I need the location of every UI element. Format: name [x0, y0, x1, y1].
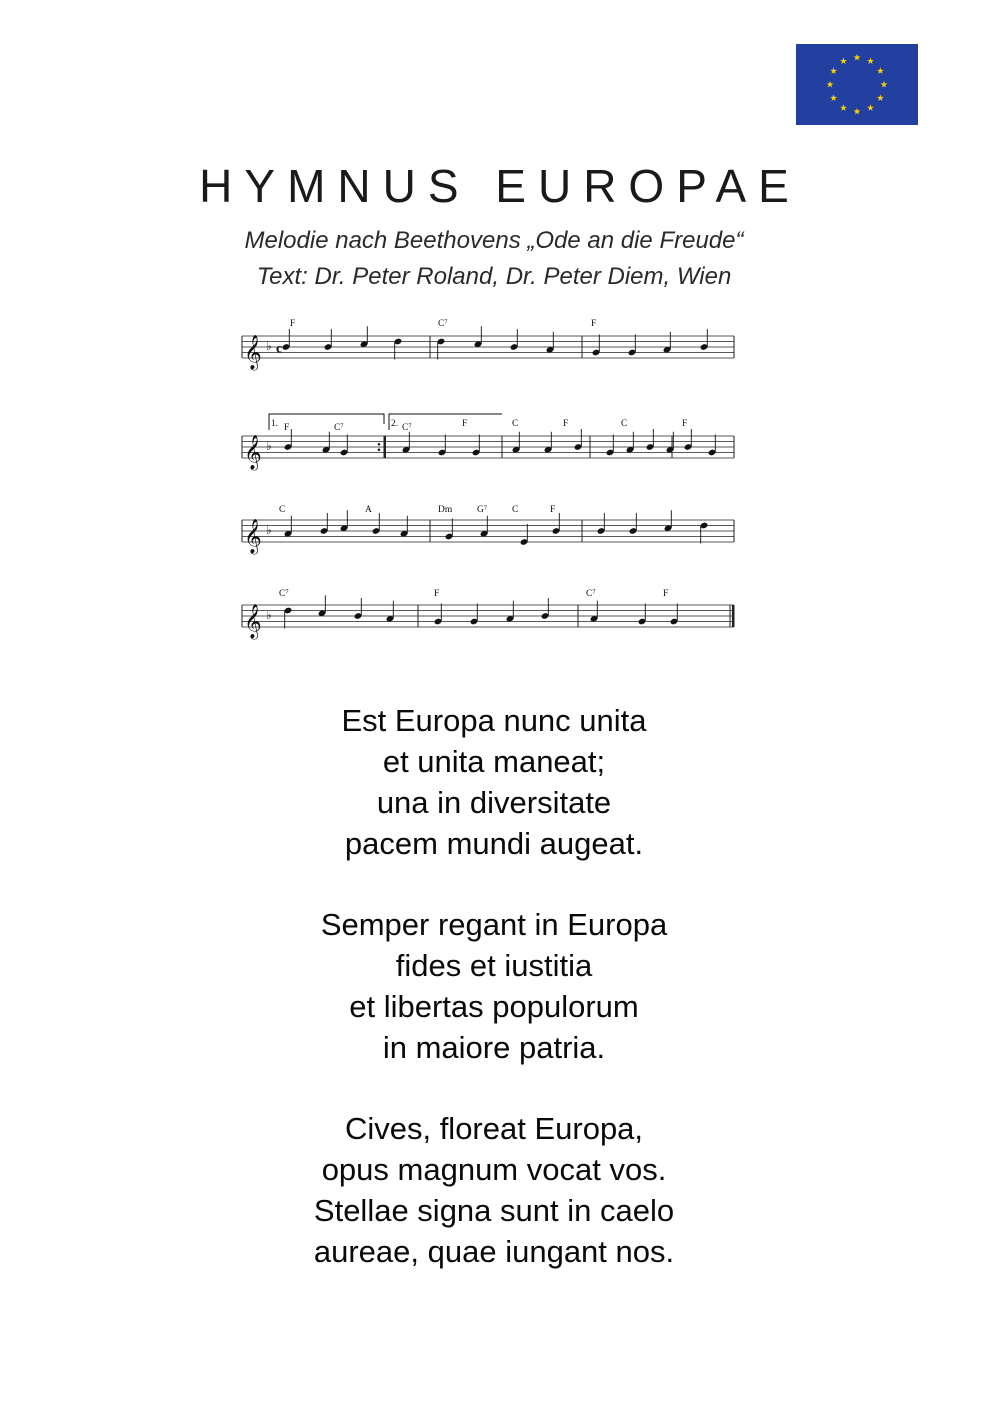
lyric-line: Stellae signa sunt in caelo [313, 1193, 675, 1228]
lyric-line: pacem mundi augeat. [344, 826, 644, 861]
stanza [0, 1108, 988, 1272]
treble-clef-icon: 𝄞 [244, 435, 262, 470]
chord-label: C [512, 505, 519, 515]
chord-label: C⁷ [438, 319, 448, 329]
time-signature-icon: c [276, 341, 283, 357]
repeat-dot [378, 448, 381, 451]
lyric-line: Semper regant in Europa [320, 907, 668, 942]
lyrics [0, 700, 988, 1312]
sheet-music [238, 310, 738, 650]
lyric-line: opus magnum vocat vos. [321, 1152, 667, 1187]
chord-label: C⁷ [402, 423, 412, 433]
volta-label: 1. [271, 419, 279, 429]
subtitle-melody: Melodie nach Beethovens „Ode an die Freude“ [244, 227, 744, 254]
flat-sign-icon: ♭ [266, 522, 272, 537]
lyric-line: aureae, quae iungant nos. [313, 1234, 675, 1269]
chord-label: F [462, 419, 468, 429]
flat-sign-icon: ♭ [266, 438, 272, 453]
lyric-line: Est Europa nunc unita [341, 703, 647, 738]
lyric-line: fides et iustitia [395, 948, 593, 983]
chord-label: F [563, 419, 569, 429]
chord-label: Dm [438, 505, 453, 515]
chord-label: C⁷ [586, 589, 596, 599]
chord-label: F [434, 589, 440, 599]
final-barline [732, 605, 735, 627]
chord-label: C [621, 419, 628, 429]
repeat-dot [378, 443, 381, 446]
chord-label: A [365, 505, 372, 515]
chord-label: F [284, 423, 290, 433]
treble-clef-icon: 𝄞 [244, 519, 262, 554]
eu-flag [796, 44, 918, 125]
lyric-line: et unita maneat; [382, 744, 606, 779]
chord-label: G⁷ [477, 505, 488, 515]
treble-clef-icon: 𝄞 [244, 604, 262, 639]
lyric-line: una in diversitate [376, 785, 612, 820]
flat-sign-icon: ♭ [266, 338, 272, 353]
chord-label: F [682, 419, 688, 429]
stanza [0, 700, 988, 864]
lyric-line: Cives, floreat Europa, [344, 1111, 644, 1146]
subtitle-text-credit: Text: Dr. Peter Roland, Dr. Peter Diem, Wien [256, 263, 732, 290]
stanza [0, 904, 988, 1068]
chord-label: F [663, 589, 669, 599]
chord-label: C [279, 505, 286, 515]
flat-sign-icon: ♭ [266, 607, 272, 622]
lyric-line: et libertas populorum [349, 989, 639, 1024]
chord-label: F [591, 319, 597, 329]
chord-label: C⁷ [279, 589, 289, 599]
treble-clef-icon: 𝄞 [244, 335, 262, 370]
chord-label: C⁷ [334, 423, 344, 433]
chord-label: F [290, 319, 296, 329]
chord-label: C [512, 419, 519, 429]
lyric-line: in maiore patria. [382, 1030, 606, 1065]
page-title: HYMNUS EUROPAE [199, 160, 801, 212]
chord-label: F [550, 505, 556, 515]
volta-label: 2. [391, 419, 399, 429]
